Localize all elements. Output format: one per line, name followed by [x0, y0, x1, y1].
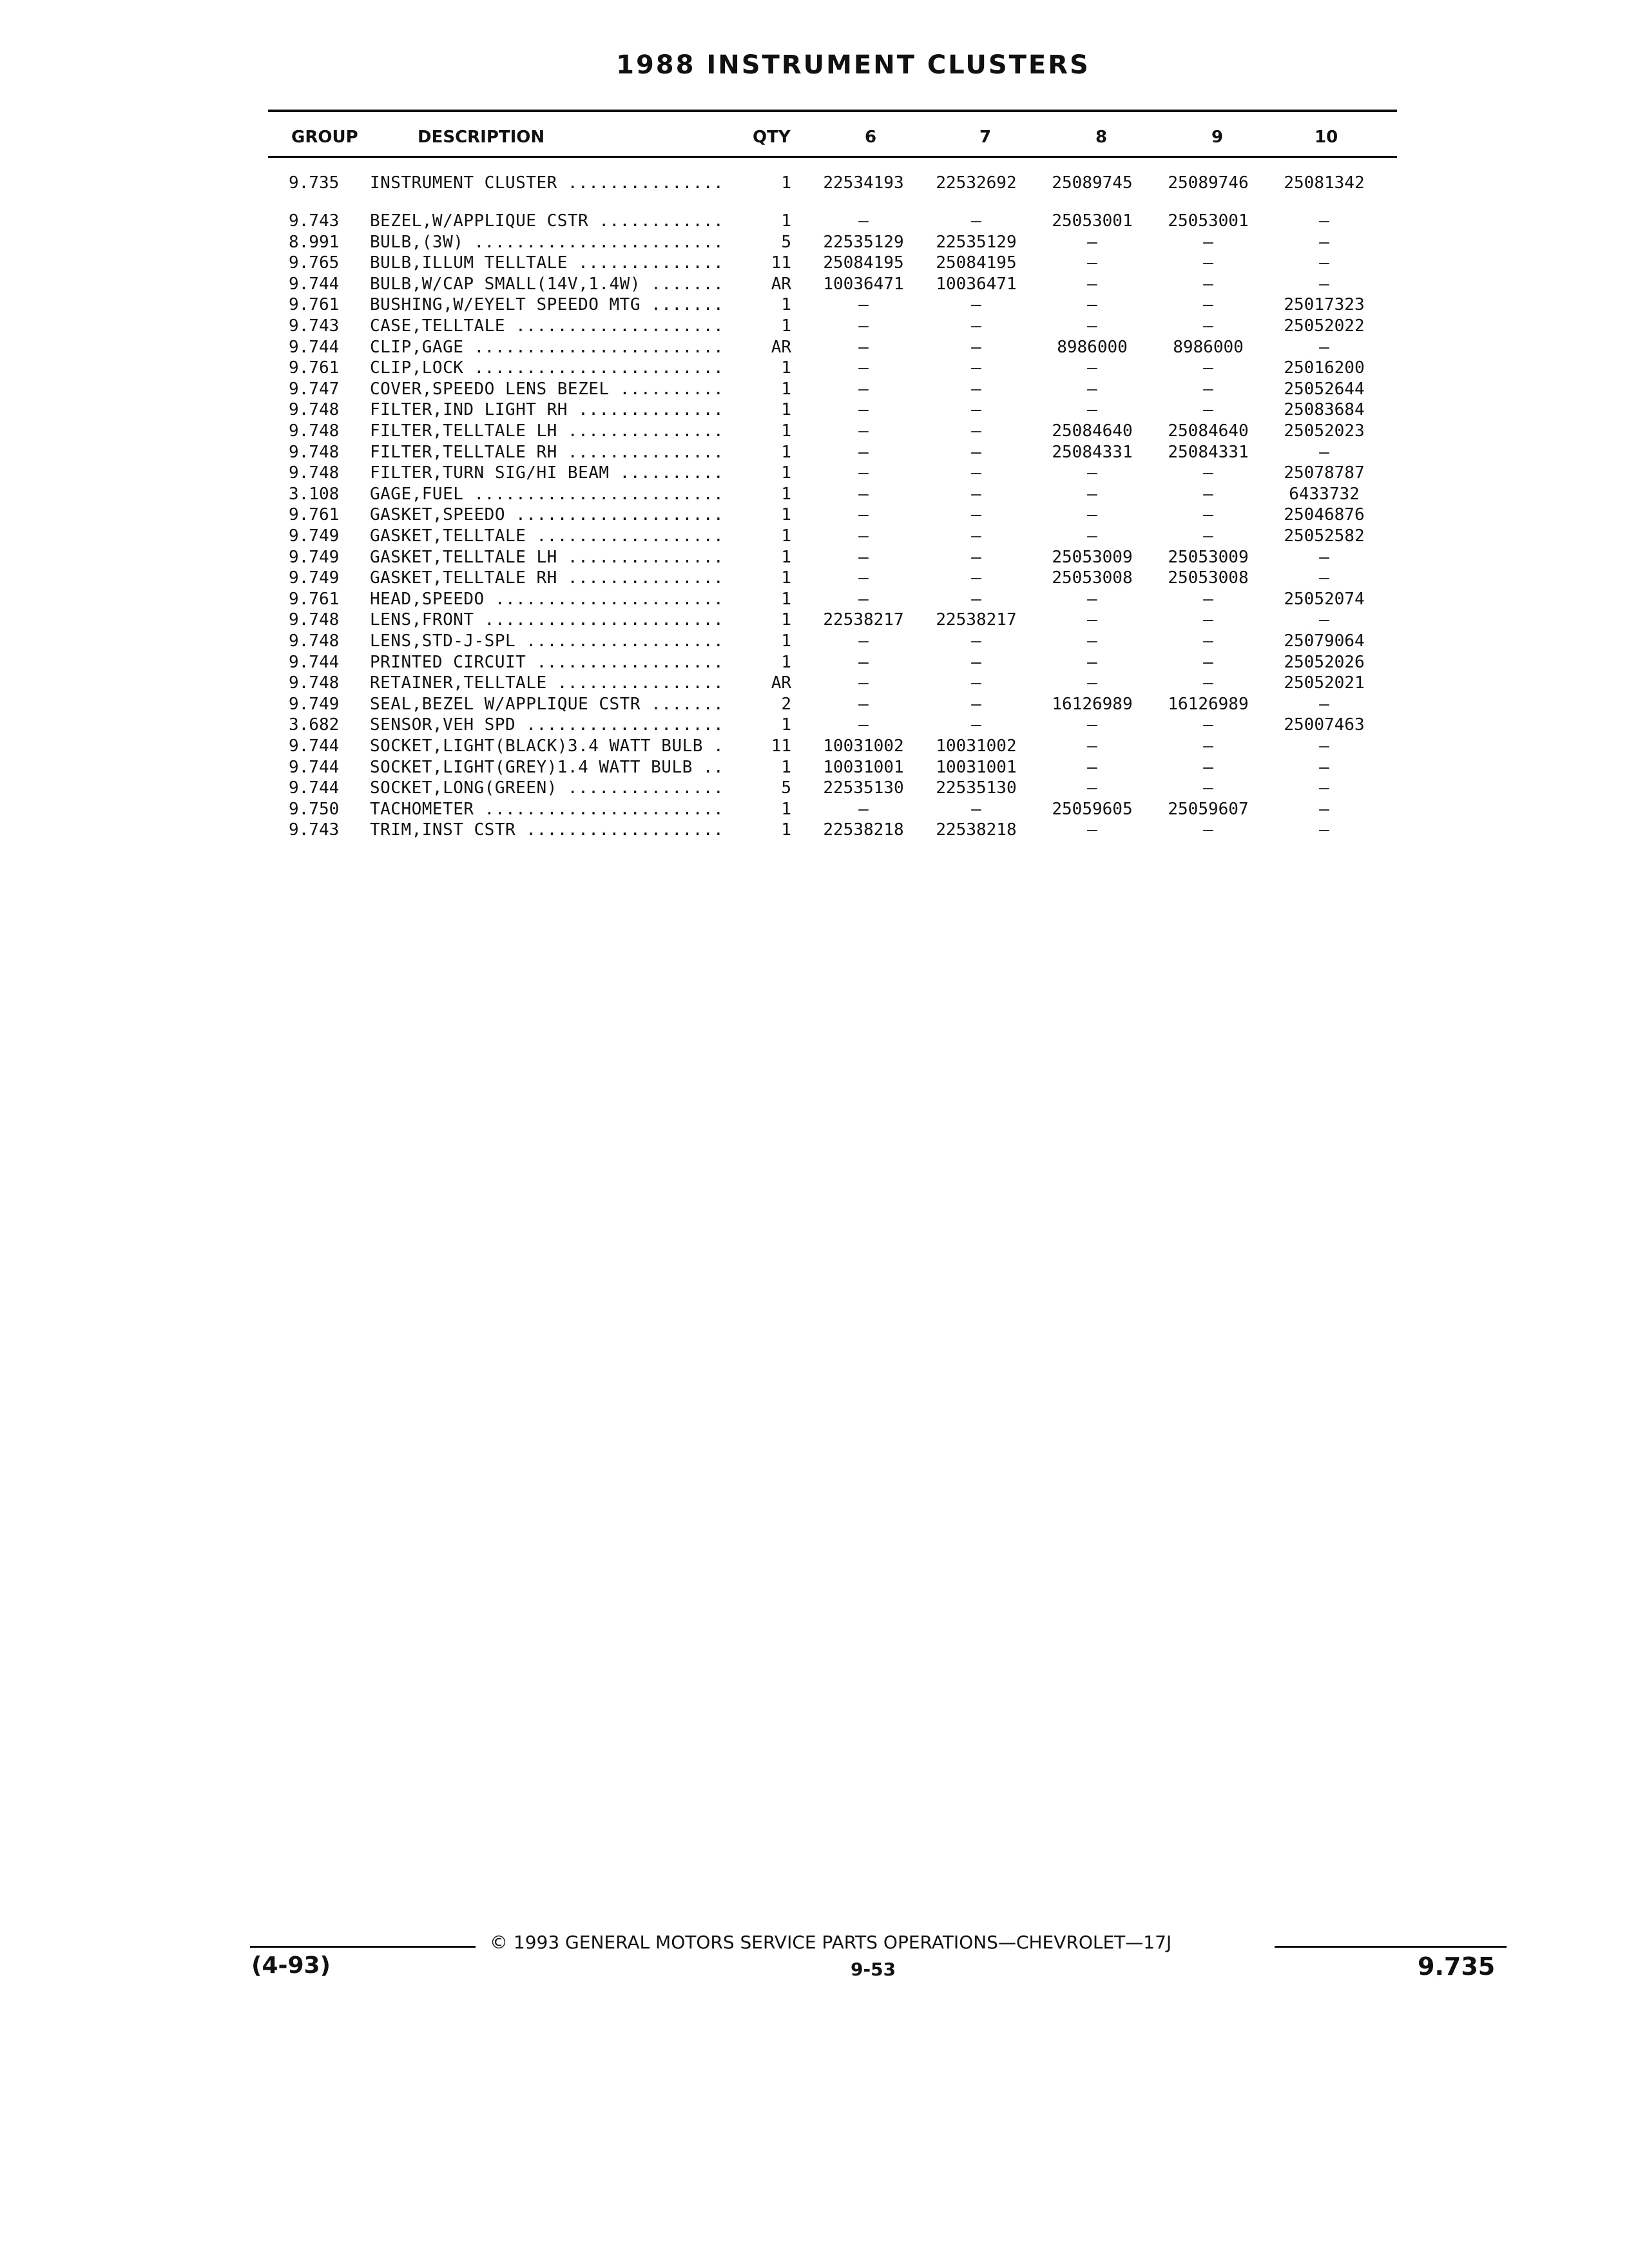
- part-number-cell-c6: —: [858, 631, 869, 651]
- part-number-cell-c9: —: [1203, 505, 1213, 525]
- part-number-cell-c8: —: [1087, 526, 1097, 546]
- part-number-cell-c9: 25089746: [1168, 173, 1249, 193]
- part-number-cell-c8: —: [1087, 778, 1097, 798]
- part-number-cell-c6: —: [858, 442, 869, 462]
- part-number-cell-c9: —: [1203, 379, 1213, 399]
- part-number-cell-c7: 10036471: [936, 274, 1017, 294]
- part-number-cell-c10: —: [1319, 610, 1329, 630]
- part-number-cell-c6: —: [858, 358, 869, 378]
- part-number-cell-c6: —: [858, 211, 869, 231]
- part-number-cell-c9: —: [1203, 400, 1213, 420]
- part-number-cell-c8: 25059605: [1052, 799, 1133, 819]
- description-cell: GASKET,TELLTALE RH ...............: [370, 568, 724, 588]
- table-row: [0, 421, 1629, 442]
- part-number-cell-c6: —: [858, 337, 869, 357]
- part-number-cell-c9: 8986000: [1173, 337, 1244, 357]
- table-row: [0, 399, 1629, 421]
- part-number-cell-c6: —: [858, 316, 869, 336]
- part-number-cell-c9: —: [1203, 631, 1213, 651]
- description-cell: FILTER,TELLTALE LH ...............: [370, 421, 724, 441]
- part-number-cell-c6: —: [858, 379, 869, 399]
- table-row: [0, 694, 1629, 715]
- part-number-cell-c9: —: [1203, 463, 1213, 483]
- part-number-cell-c8: —: [1087, 652, 1097, 672]
- part-number-cell-c9: 25053001: [1168, 211, 1249, 231]
- description-cell: SOCKET,LONG(GREEN) ...............: [370, 778, 724, 798]
- part-number-cell-c10: 25052026: [1284, 652, 1365, 672]
- part-number-cell-c8: —: [1087, 505, 1097, 525]
- group-cell: 9.748: [289, 442, 340, 462]
- group-cell: 9.748: [289, 631, 340, 651]
- part-number-cell-c6: —: [858, 652, 869, 672]
- description-cell: BULB,W/CAP SMALL(14V,1.4W) .......: [370, 274, 724, 294]
- group-cell: 8.991: [289, 232, 340, 252]
- description-cell: RETAINER,TELLTALE ................: [370, 673, 724, 693]
- part-number-cell-c7: —: [971, 568, 981, 588]
- description-cell: COVER,SPEEDO LENS BEZEL ..........: [370, 379, 724, 399]
- part-number-cell-c7: —: [971, 442, 981, 462]
- part-number-cell-c6: —: [858, 799, 869, 819]
- table-row: [0, 652, 1629, 673]
- part-number-cell-c7: 22532692: [936, 173, 1017, 193]
- part-number-cell-c10: 25052023: [1284, 421, 1365, 441]
- part-number-cell-c7: —: [971, 316, 981, 336]
- part-number-cell-c10: 25007463: [1284, 715, 1365, 735]
- description-cell: GASKET,TELLTALE ..................: [370, 526, 724, 546]
- part-number-cell-c8: —: [1087, 484, 1097, 504]
- part-number-cell-c7: —: [971, 484, 981, 504]
- header-qty: QTY: [753, 128, 791, 147]
- group-cell: 9.743: [289, 211, 340, 231]
- description-cell: CLIP,LOCK ........................: [370, 358, 724, 378]
- group-cell: 9.749: [289, 694, 340, 714]
- table-row: [0, 673, 1629, 694]
- part-number-cell-c10: —: [1319, 337, 1329, 357]
- part-number-cell-c7: —: [971, 358, 981, 378]
- part-number-cell-c8: 25053008: [1052, 568, 1133, 588]
- table-row: [0, 253, 1629, 274]
- description-cell: INSTRUMENT CLUSTER ...............: [370, 173, 724, 193]
- part-number-cell-c7: —: [971, 379, 981, 399]
- group-number: 9.735: [1418, 1952, 1496, 1981]
- description-cell: SENSOR,VEH SPD ...................: [370, 715, 724, 735]
- part-number-cell-c7: —: [971, 463, 981, 483]
- group-cell: 9.761: [289, 505, 340, 525]
- qty-cell: AR: [771, 673, 791, 693]
- part-number-cell-c6: 22535130: [823, 778, 904, 798]
- description-cell: HEAD,SPEEDO ......................: [370, 589, 724, 609]
- table-row: [0, 211, 1629, 232]
- part-number-cell-c9: —: [1203, 820, 1213, 840]
- part-number-cell-c8: —: [1087, 316, 1097, 336]
- part-number-cell-c10: —: [1319, 757, 1329, 777]
- part-number-cell-c8: —: [1087, 610, 1097, 630]
- part-number-cell-c9: —: [1203, 736, 1213, 756]
- part-number-cell-c9: —: [1203, 673, 1213, 693]
- description-cell: LENS,FRONT .......................: [370, 610, 724, 630]
- part-number-cell-c8: 25084331: [1052, 442, 1133, 462]
- part-number-cell-c10: 25046876: [1284, 505, 1365, 525]
- part-number-cell-c7: —: [971, 652, 981, 672]
- qty-cell: 1: [781, 547, 791, 567]
- part-number-cell-c6: 10036471: [823, 274, 904, 294]
- qty-cell: 1: [781, 442, 791, 462]
- part-number-cell-c10: —: [1319, 799, 1329, 819]
- qty-cell: 1: [781, 631, 791, 651]
- qty-cell: 1: [781, 358, 791, 378]
- part-number-cell-c10: 25052644: [1284, 379, 1365, 399]
- part-number-cell-c7: —: [971, 673, 981, 693]
- qty-cell: 1: [781, 820, 791, 840]
- group-cell: 9.748: [289, 421, 340, 441]
- part-number-cell-c9: —: [1203, 610, 1213, 630]
- qty-cell: AR: [771, 274, 791, 294]
- table-row: [0, 610, 1629, 631]
- group-cell: 9.750: [289, 799, 340, 819]
- qty-cell: 1: [781, 173, 791, 193]
- part-number-cell-c9: —: [1203, 316, 1213, 336]
- qty-cell: 1: [781, 589, 791, 609]
- part-number-cell-c8: —: [1087, 715, 1097, 735]
- table-row: [0, 337, 1629, 358]
- part-number-cell-c7: —: [971, 505, 981, 525]
- group-cell: 3.108: [289, 484, 340, 504]
- part-number-cell-c7: —: [971, 547, 981, 567]
- part-number-cell-c8: 25089745: [1052, 173, 1133, 193]
- part-number-cell-c9: —: [1203, 589, 1213, 609]
- description-cell: CASE,TELLTALE ....................: [370, 316, 724, 336]
- table-row: [0, 379, 1629, 400]
- group-cell: 9.748: [289, 400, 340, 420]
- qty-cell: 1: [781, 421, 791, 441]
- header-col-10: 10: [1315, 128, 1338, 147]
- part-number-cell-c8: —: [1087, 820, 1097, 840]
- part-number-cell-c6: 22538217: [823, 610, 904, 630]
- part-number-cell-c10: 6433732: [1289, 484, 1360, 504]
- description-cell: TACHOMETER .......................: [370, 799, 724, 819]
- part-number-cell-c8: 25084640: [1052, 421, 1133, 441]
- part-number-cell-c9: —: [1203, 778, 1213, 798]
- group-cell: 9.743: [289, 316, 340, 336]
- group-cell: 9.747: [289, 379, 340, 399]
- table-row: [0, 820, 1629, 841]
- part-number-cell-c8: —: [1087, 400, 1097, 420]
- table-row: [0, 715, 1629, 736]
- part-number-cell-c6: —: [858, 673, 869, 693]
- description-cell: BULB,ILLUM TELLTALE ..............: [370, 253, 724, 273]
- part-number-cell-c9: —: [1203, 526, 1213, 546]
- part-number-cell-c10: 25052582: [1284, 526, 1365, 546]
- group-cell: 9.761: [289, 589, 340, 609]
- part-number-cell-c10: —: [1319, 274, 1329, 294]
- description-cell: GASKET,SPEEDO ....................: [370, 505, 724, 525]
- group-cell: 9.748: [289, 610, 340, 630]
- part-number-cell-c8: —: [1087, 358, 1097, 378]
- description-cell: SOCKET,LIGHT(GREY)1.4 WATT BULB ..: [370, 757, 724, 777]
- part-number-cell-c10: 25052021: [1284, 673, 1365, 693]
- part-number-cell-c10: —: [1319, 820, 1329, 840]
- revision-date: (4-93): [251, 1952, 331, 1979]
- header-top-rule: [268, 110, 1397, 112]
- qty-cell: 2: [781, 694, 791, 714]
- table-row: [0, 484, 1629, 505]
- table-row: [0, 799, 1629, 820]
- part-number-cell-c7: 10031002: [936, 736, 1017, 756]
- part-number-cell-c9: —: [1203, 274, 1213, 294]
- footer-rule-left: [250, 1946, 476, 1948]
- part-number-cell-c6: —: [858, 694, 869, 714]
- group-cell: 9.744: [289, 652, 340, 672]
- part-number-cell-c8: —: [1087, 757, 1097, 777]
- description-cell: LENS,STD-J-SPL ...................: [370, 631, 724, 651]
- page-title: 1988 INSTRUMENT CLUSTERS: [616, 50, 1090, 80]
- group-cell: 9.749: [289, 568, 340, 588]
- table-row: [0, 274, 1629, 295]
- part-number-cell-c8: —: [1087, 379, 1097, 399]
- part-number-cell-c10: —: [1319, 736, 1329, 756]
- qty-cell: 1: [781, 505, 791, 525]
- qty-cell: 1: [781, 484, 791, 504]
- description-cell: PRINTED CIRCUIT ..................: [370, 652, 724, 672]
- table-row: [0, 505, 1629, 526]
- group-cell: 9.743: [289, 820, 340, 840]
- part-number-cell-c9: 16126989: [1168, 694, 1249, 714]
- header-col-9: 9: [1211, 128, 1224, 147]
- part-number-cell-c10: 25052074: [1284, 589, 1365, 609]
- part-number-cell-c10: 25052022: [1284, 316, 1365, 336]
- part-number-cell-c8: —: [1087, 463, 1097, 483]
- qty-cell: 1: [781, 568, 791, 588]
- table-row: [0, 463, 1629, 484]
- qty-cell: 1: [781, 652, 791, 672]
- part-number-cell-c6: 25084195: [823, 253, 904, 273]
- header-bottom-rule: [268, 156, 1397, 158]
- part-number-cell-c9: 25053009: [1168, 547, 1249, 567]
- part-number-cell-c6: —: [858, 547, 869, 567]
- group-cell: 9.744: [289, 778, 340, 798]
- part-number-cell-c7: 25084195: [936, 253, 1017, 273]
- description-cell: CLIP,GAGE ........................: [370, 337, 724, 357]
- group-cell: 9.761: [289, 358, 340, 378]
- part-number-cell-c7: —: [971, 400, 981, 420]
- part-number-cell-c8: 8986000: [1057, 337, 1128, 357]
- part-number-cell-c6: —: [858, 589, 869, 609]
- part-number-cell-c10: 25017323: [1284, 295, 1365, 315]
- qty-cell: 1: [781, 799, 791, 819]
- part-number-cell-c8: —: [1087, 253, 1097, 273]
- copyright-line: © 1993 GENERAL MOTORS SERVICE PARTS OPERATIONS—CHEVROLET—17J: [490, 1932, 1172, 1953]
- table-row: [0, 358, 1629, 379]
- part-number-cell-c8: 25053001: [1052, 211, 1133, 231]
- part-number-cell-c9: —: [1203, 757, 1213, 777]
- table-row: [0, 294, 1629, 316]
- part-number-cell-c6: —: [858, 463, 869, 483]
- part-number-cell-c6: —: [858, 715, 869, 735]
- part-number-cell-c7: —: [971, 694, 981, 714]
- table-row: [0, 316, 1629, 337]
- part-number-cell-c7: —: [971, 211, 981, 231]
- table-row: [0, 526, 1629, 547]
- part-number-cell-c10: —: [1319, 442, 1329, 462]
- description-cell: GAGE,FUEL ........................: [370, 484, 724, 504]
- group-cell: 9.735: [289, 173, 340, 193]
- qty-cell: AR: [771, 337, 791, 357]
- group-cell: 9.761: [289, 295, 340, 315]
- group-cell: 9.744: [289, 757, 340, 777]
- description-cell: BEZEL,W/APPLIQUE CSTR ............: [370, 211, 724, 231]
- part-number-cell-c8: 25053009: [1052, 547, 1133, 567]
- footer-rule-right: [1275, 1946, 1507, 1948]
- part-number-cell-c9: 25084331: [1168, 442, 1249, 462]
- part-number-cell-c9: —: [1203, 652, 1213, 672]
- part-number-cell-c6: 22535129: [823, 232, 904, 252]
- part-number-cell-c9: 25059607: [1168, 799, 1249, 819]
- part-number-cell-c8: —: [1087, 631, 1097, 651]
- group-cell: 9.749: [289, 526, 340, 546]
- qty-cell: 5: [781, 778, 791, 798]
- part-number-cell-c10: —: [1319, 253, 1329, 273]
- description-cell: BUSHING,W/EYELT SPEEDO MTG .......: [370, 295, 724, 315]
- qty-cell: 11: [771, 736, 791, 756]
- part-number-cell-c6: 10031002: [823, 736, 904, 756]
- group-cell: 9.744: [289, 736, 340, 756]
- description-cell: TRIM,INST CSTR ...................: [370, 820, 724, 840]
- part-number-cell-c10: —: [1319, 778, 1329, 798]
- part-number-cell-c7: —: [971, 421, 981, 441]
- part-number-cell-c8: —: [1087, 589, 1097, 609]
- qty-cell: 1: [781, 379, 791, 399]
- group-cell: 9.765: [289, 253, 340, 273]
- qty-cell: 1: [781, 463, 791, 483]
- part-number-cell-c8: —: [1087, 673, 1097, 693]
- part-number-cell-c6: —: [858, 484, 869, 504]
- table-row: [0, 547, 1629, 568]
- qty-cell: 11: [771, 253, 791, 273]
- header-col-8: 8: [1095, 128, 1108, 147]
- part-number-cell-c7: —: [971, 337, 981, 357]
- qty-cell: 1: [781, 610, 791, 630]
- qty-cell: 1: [781, 757, 791, 777]
- description-cell: SEAL,BEZEL W/APPLIQUE CSTR .......: [370, 694, 724, 714]
- part-number-cell-c9: —: [1203, 358, 1213, 378]
- header-col-6: 6: [865, 128, 877, 147]
- part-number-cell-c7: —: [971, 799, 981, 819]
- part-number-cell-c6: 10031001: [823, 757, 904, 777]
- part-number-cell-c9: —: [1203, 295, 1213, 315]
- table-row: [0, 757, 1629, 778]
- part-number-cell-c10: —: [1319, 232, 1329, 252]
- part-number-cell-c7: 22535129: [936, 232, 1017, 252]
- description-cell: BULB,(3W) ........................: [370, 232, 724, 252]
- table-row: [0, 631, 1629, 652]
- table-row: [0, 736, 1629, 757]
- qty-cell: 1: [781, 211, 791, 231]
- part-number-cell-c8: —: [1087, 736, 1097, 756]
- part-number-cell-c9: —: [1203, 715, 1213, 735]
- part-number-cell-c10: —: [1319, 694, 1329, 714]
- qty-cell: 1: [781, 715, 791, 735]
- part-number-cell-c6: —: [858, 505, 869, 525]
- part-number-cell-c8: 16126989: [1052, 694, 1133, 714]
- part-number-cell-c10: —: [1319, 547, 1329, 567]
- group-cell: 9.744: [289, 337, 340, 357]
- table-row: [0, 442, 1629, 463]
- description-cell: FILTER,IND LIGHT RH ..............: [370, 400, 724, 420]
- table-row: [0, 568, 1629, 589]
- part-number-cell-c7: —: [971, 715, 981, 735]
- group-cell: 9.744: [289, 274, 340, 294]
- header-col-7: 7: [979, 128, 992, 147]
- part-number-cell-c7: —: [971, 589, 981, 609]
- part-number-cell-c8: —: [1087, 295, 1097, 315]
- part-number-cell-c10: 25083684: [1284, 400, 1365, 420]
- table-row: [0, 778, 1629, 799]
- table-row: [0, 173, 1629, 194]
- part-number-cell-c9: 25053008: [1168, 568, 1249, 588]
- description-cell: GASKET,TELLTALE LH ...............: [370, 547, 724, 567]
- part-number-cell-c6: 22538218: [823, 820, 904, 840]
- part-number-cell-c6: —: [858, 400, 869, 420]
- part-number-cell-c7: 22538218: [936, 820, 1017, 840]
- part-number-cell-c8: —: [1087, 274, 1097, 294]
- description-cell: FILTER,TELLTALE RH ...............: [370, 442, 724, 462]
- part-number-cell-c9: —: [1203, 253, 1213, 273]
- qty-cell: 1: [781, 316, 791, 336]
- part-number-cell-c7: 10031001: [936, 757, 1017, 777]
- part-number-cell-c6: —: [858, 568, 869, 588]
- description-cell: SOCKET,LIGHT(BLACK)3.4 WATT BULB .: [370, 736, 724, 756]
- group-cell: 9.748: [289, 463, 340, 483]
- part-number-cell-c9: —: [1203, 232, 1213, 252]
- table-row: [0, 232, 1629, 253]
- part-number-cell-c6: 22534193: [823, 173, 904, 193]
- part-number-cell-c9: —: [1203, 484, 1213, 504]
- group-cell: 9.748: [289, 673, 340, 693]
- group-cell: 9.749: [289, 547, 340, 567]
- part-number-cell-c8: —: [1087, 232, 1097, 252]
- page-number: 9-53: [851, 1959, 896, 1980]
- part-number-cell-c10: —: [1319, 568, 1329, 588]
- part-number-cell-c10: 25016200: [1284, 358, 1365, 378]
- part-number-cell-c6: —: [858, 421, 869, 441]
- part-number-cell-c9: 25084640: [1168, 421, 1249, 441]
- part-number-cell-c10: 25078787: [1284, 463, 1365, 483]
- description-cell: FILTER,TURN SIG/HI BEAM ..........: [370, 463, 724, 483]
- part-number-cell-c7: 22538217: [936, 610, 1017, 630]
- part-number-cell-c10: 25079064: [1284, 631, 1365, 651]
- part-number-cell-c7: 22535130: [936, 778, 1017, 798]
- header-group: GROUP: [291, 128, 358, 147]
- qty-cell: 1: [781, 295, 791, 315]
- part-number-cell-c10: 25081342: [1284, 173, 1365, 193]
- group-cell: 3.682: [289, 715, 340, 735]
- part-number-cell-c7: —: [971, 631, 981, 651]
- table-row: [0, 589, 1629, 610]
- header-description: DESCRIPTION: [418, 128, 545, 147]
- qty-cell: 1: [781, 400, 791, 420]
- qty-cell: 1: [781, 526, 791, 546]
- part-number-cell-c6: —: [858, 526, 869, 546]
- part-number-cell-c7: —: [971, 526, 981, 546]
- qty-cell: 5: [781, 232, 791, 252]
- part-number-cell-c7: —: [971, 295, 981, 315]
- part-number-cell-c10: —: [1319, 211, 1329, 231]
- part-number-cell-c6: —: [858, 295, 869, 315]
